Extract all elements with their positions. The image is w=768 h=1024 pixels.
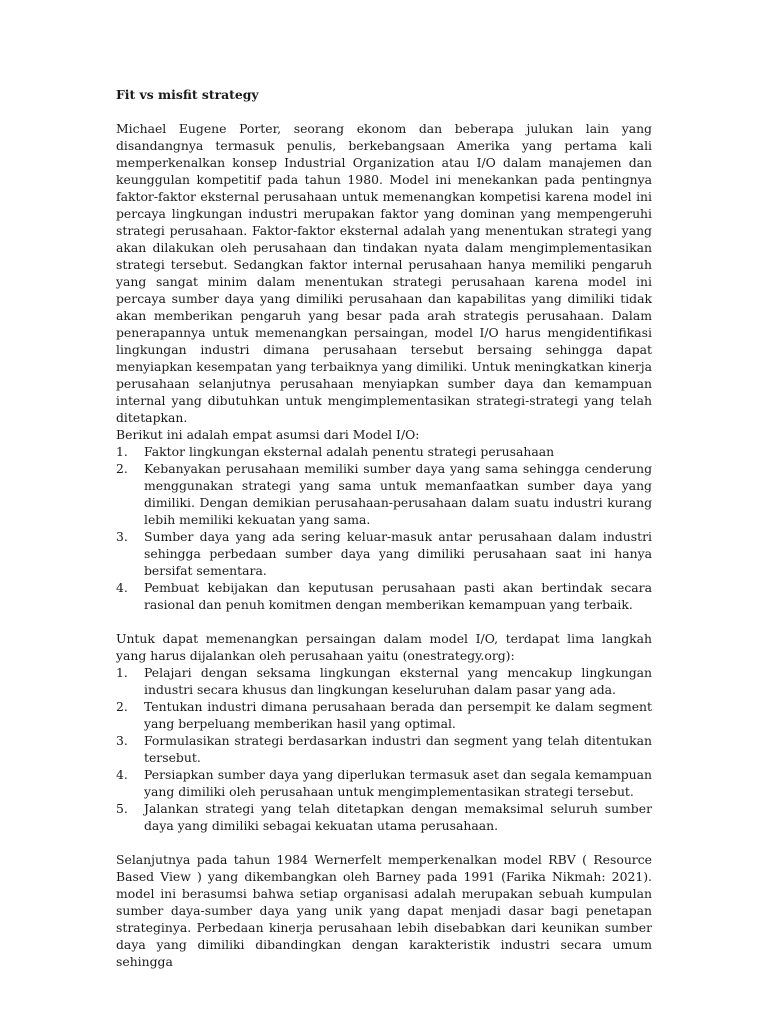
assumptions-list xyxy=(116,443,652,613)
list-number: 4. xyxy=(116,580,128,595)
paragraph-rbv: Selanjutnya pada tahun 1984 Wernerfelt memperkenalkan model RBV ( Resource Based View ) yang dikembangkan oleh Barney pada 1991 (Farika Nikmah: 2021). model ini berasumsi bahwa setiap organisasi adalah merupakan sebuah kumpulan sumber daya-sumber daya yang unik yang dapat menjadi dasar bagi penetapan strateginya. Perbedaan kinerja perusahaan lebih disebabkan dari keunikan sumber daya yang dimiliki dibandingkan dengan karakteristik industri secara umum sehingga xyxy=(116,852,652,969)
list-item-text: Persiapkan sumber daya yang diperlukan termasuk aset dan segala kemampuan yang dimiliki oleh perusahaan untuk mengimplementasikan strategi tersebut. xyxy=(144,767,652,799)
paragraph-porter: Michael Eugene Porter, seorang ekonom dan beberapa julukan lain yang disandangnya termasuk penulis, berkebangsaan Amerika yang pertama kali memperkenalkan konsep Industrial Organization atau I/O dalam manajemen dan keunggulan kompetitif pada tahun 1980. Model ini menekankan pada pentingnya faktor-faktor eksternal perusahaan untuk memenangkan kompetisi karena model ini percaya lingkungan industri merupakan faktor yang dominan yang mempengeruhi strategi perusahaan. Faktor-faktor eksternal adalah yang menentukan strategi yang akan dilakukan oleh perusahaan dan tindakan nyata dalam mengimplementasikan strategi tersebut. Sedangkan faktor internal perusahaan hanya memiliki pengaruh yang sangat minim dalam menentukan strategi perusahaan karena model ini percaya sumber daya yang dimiliki perusahaan dan kapabilitas yang dimiliki tidak akan memberikan pengaruh yang besar pada arah strategis perusahaan. Dalam penerapannya untuk memenangkan persaingan, model I/O harus mengidentifikasi lingkungan industri dimana perusahaan tersebut bersaing sehingga dapat menyiapkan kesempatan yang terbaiknya yang dimiliki. Untuk meningkatkan kinerja perusahaan selanjutnya perusahaan menyiapkan sumber daya dan kemampuan internal yang dibutuhkan untuk mengimplementasikan strategi-strategi yang telah ditetapkan. xyxy=(116,121,652,425)
list-item-text: Pelajari dengan seksama lingkungan eksternal yang mencakup lingkungan industri secara khusus dan lingkungan keseluruhan dalam pasar yang ada. xyxy=(144,665,652,697)
list-number: 2. xyxy=(116,461,128,476)
list-number: 1. xyxy=(116,665,128,680)
list-item-text: Tentukan industri dimana perusahaan berada dan persempit ke dalam segment yang berpeluang memberikan hasil yang optimal. xyxy=(144,699,652,731)
list-item xyxy=(116,443,652,460)
assumptions-intro: Berikut ini adalah empat asumsi dari Model I/O: xyxy=(116,427,420,442)
list-item-text: Faktor lingkungan eksternal adalah penentu strategi perusahaan xyxy=(144,444,555,459)
list-item-text: Formulasikan strategi berdasarkan industri dan segment yang telah ditentukan tersebut. xyxy=(144,733,652,765)
list-item xyxy=(116,766,652,800)
list-item-text: Sumber daya yang ada sering keluar-masuk antar perusahaan dalam industri sehingga perbedaan sumber daya yang dimiliki perusahaan saat ini hanya bersifat sementara. xyxy=(144,529,652,578)
document-page xyxy=(116,86,652,970)
steps-intro: Untuk dapat memenangkan persaingan dalam model I/O, terdapat lima langkah yang harus dijalankan oleh perusahaan yaitu (onestrategy.org): xyxy=(116,631,652,663)
list-number: 3. xyxy=(116,529,128,544)
list-item xyxy=(116,460,652,528)
list-item-text: Jalankan strategi yang telah ditetapkan dengan memaksimal seluruh sumber daya yang dimiliki sebagai kekuatan utama perusahaan. xyxy=(144,801,652,833)
list-item xyxy=(116,800,652,834)
list-item xyxy=(116,732,652,766)
list-item xyxy=(116,579,652,613)
list-item-text: Kebanyakan perusahaan memiliki sumber daya yang sama sehingga cenderung menggunakan strategi yang sama untuk memanfaatkan sumber daya yang dimiliki. Dengan demikian perusahaan-perusahaan dalam suatu industri kurang lebih memiliki kekuatan yang sama. xyxy=(144,461,652,527)
list-number: 3. xyxy=(116,733,128,748)
list-item xyxy=(116,528,652,579)
spacer xyxy=(116,834,652,851)
list-item xyxy=(116,664,652,698)
list-number: 5. xyxy=(116,801,128,816)
steps-list xyxy=(116,664,652,834)
list-number: 2. xyxy=(116,699,128,714)
list-item xyxy=(116,698,652,732)
document-title: Fit vs misfit strategy xyxy=(116,87,259,102)
list-number: 4. xyxy=(116,767,128,782)
list-item-text: Pembuat kebijakan dan keputusan perusahaan pasti akan bertindak secara rasional dan penuh komitmen dengan memberikan kemampuan yang terbaik. xyxy=(144,580,652,612)
spacer xyxy=(116,613,652,630)
list-number: 1. xyxy=(116,444,128,459)
